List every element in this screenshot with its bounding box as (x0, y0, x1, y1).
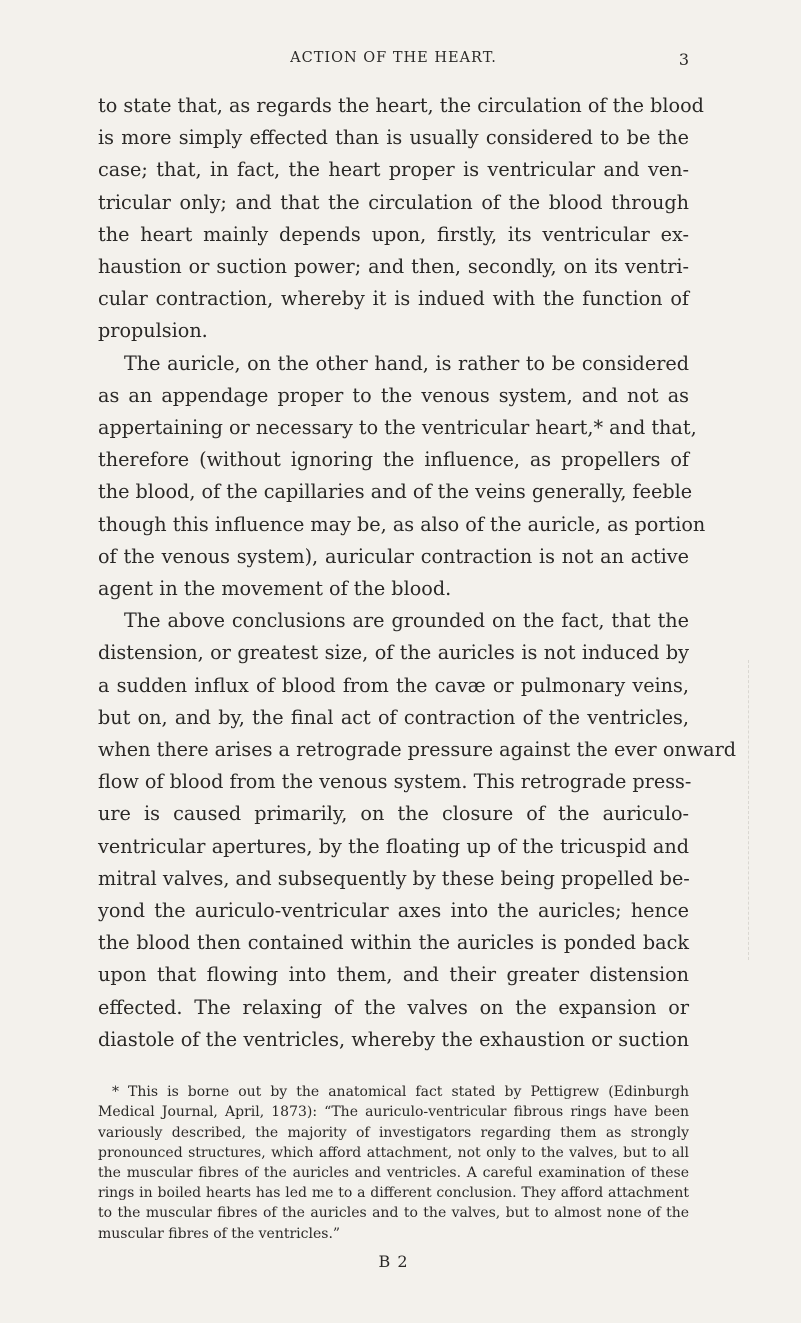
text-line: when there arises a retrograde pressure against the ever onward (98, 738, 737, 762)
page-number: 3 (678, 50, 689, 69)
text-line: The auricle, on the other hand, is rather to be considered (124, 351, 689, 375)
text-line: appertaining or necessary to the ventricular heart,* and that, (98, 416, 697, 440)
text-line: therefore (without ignoring the influence, as propellers of (98, 448, 689, 472)
footnote-text: * This is borne out by the anatomical fact stated by Pettigrew (Edinburgh Medical Journal, April, 1873): “The auriculo-ventricular fibrous rings have been variously described, the majority of investigators regarding them as strongly pronounced structures, which afford attachment, not only to the valves, but to all the muscular fibres of the auricles and ventricles. A careful examination of these rings in boiled hearts has led me to a different conclusion. They afford attachment to the muscular fibres of the auricles and to the valves, but to almost none of the muscular fibres of the ventricles.” (98, 1084, 689, 1242)
signature-mark: B 2 (378, 1251, 409, 1271)
text-line: of the venous system), auricular contraction is not an active (98, 544, 689, 568)
text-line: distension, or greatest size, of the auricles is not induced by (98, 641, 689, 665)
running-head (98, 50, 689, 90)
margin-pencil-mark (748, 660, 769, 960)
text-line: yond the auriculo-ventricular axes into the auricles; hence (98, 899, 689, 923)
text-line: though this influence may be, as also of the auricle, as portion (98, 512, 706, 536)
text-line: but on, and by, the final act of contraction of the ventricles, (98, 705, 689, 729)
text-line: case; that, in fact, the heart proper is ventricular and ven- (98, 158, 689, 182)
text-line: cular contraction, whereby it is indued with the function of (98, 287, 689, 311)
text-line: to state that, as regards the heart, the circulation of the blood (98, 94, 704, 117)
footnote (98, 1082, 689, 1244)
text-line: mitral valves, and subsequently by these being propelled be- (98, 866, 690, 890)
text-line: propulsion. (98, 319, 208, 343)
text-line: as an appendage proper to the venous system, and not as (98, 383, 689, 407)
paragraph-1 (98, 90, 704, 348)
text-line: haustion or suction power; and then, secondly, on its ventri- (98, 255, 689, 279)
text-line: ventricular apertures, by the floating up of the tricuspid and (98, 834, 689, 858)
text-line: agent in the movement of the blood. (98, 577, 452, 601)
text-line: diastole of the ventricles, whereby the exhaustion or suction (98, 1027, 689, 1051)
text-line: upon that flowing into them, and their greater distension (98, 963, 689, 987)
text-line: flow of blood from the venous system. This retrograde press- (98, 770, 692, 794)
paragraph-2 (98, 348, 706, 606)
text-line: the blood, of the capillaries and of the veins generally, feeble (98, 480, 693, 504)
text-line: a sudden influx of blood from the cavæ or pulmonary veins, (98, 673, 689, 697)
body-text (98, 90, 737, 1056)
text-line: effected. The relaxing of the valves on the expansion or (98, 995, 689, 1019)
paragraph-3 (98, 605, 737, 1056)
text-line: the heart mainly depends upon, firstly, its ventricular ex- (98, 222, 689, 246)
text-line: The above conclusions are grounded on the fact, that the (124, 609, 689, 633)
text-line: is more simply effected than is usually considered to be the (98, 126, 689, 150)
running-title: ACTION OF THE HEART. (290, 50, 497, 66)
text-line: the blood then contained within the auricles is ponded back (98, 931, 689, 955)
text-line: tricular only; and that the circulation of the blood through (98, 190, 689, 214)
text-line: ure is caused primarily, on the closure of the auriculo- (98, 802, 689, 826)
